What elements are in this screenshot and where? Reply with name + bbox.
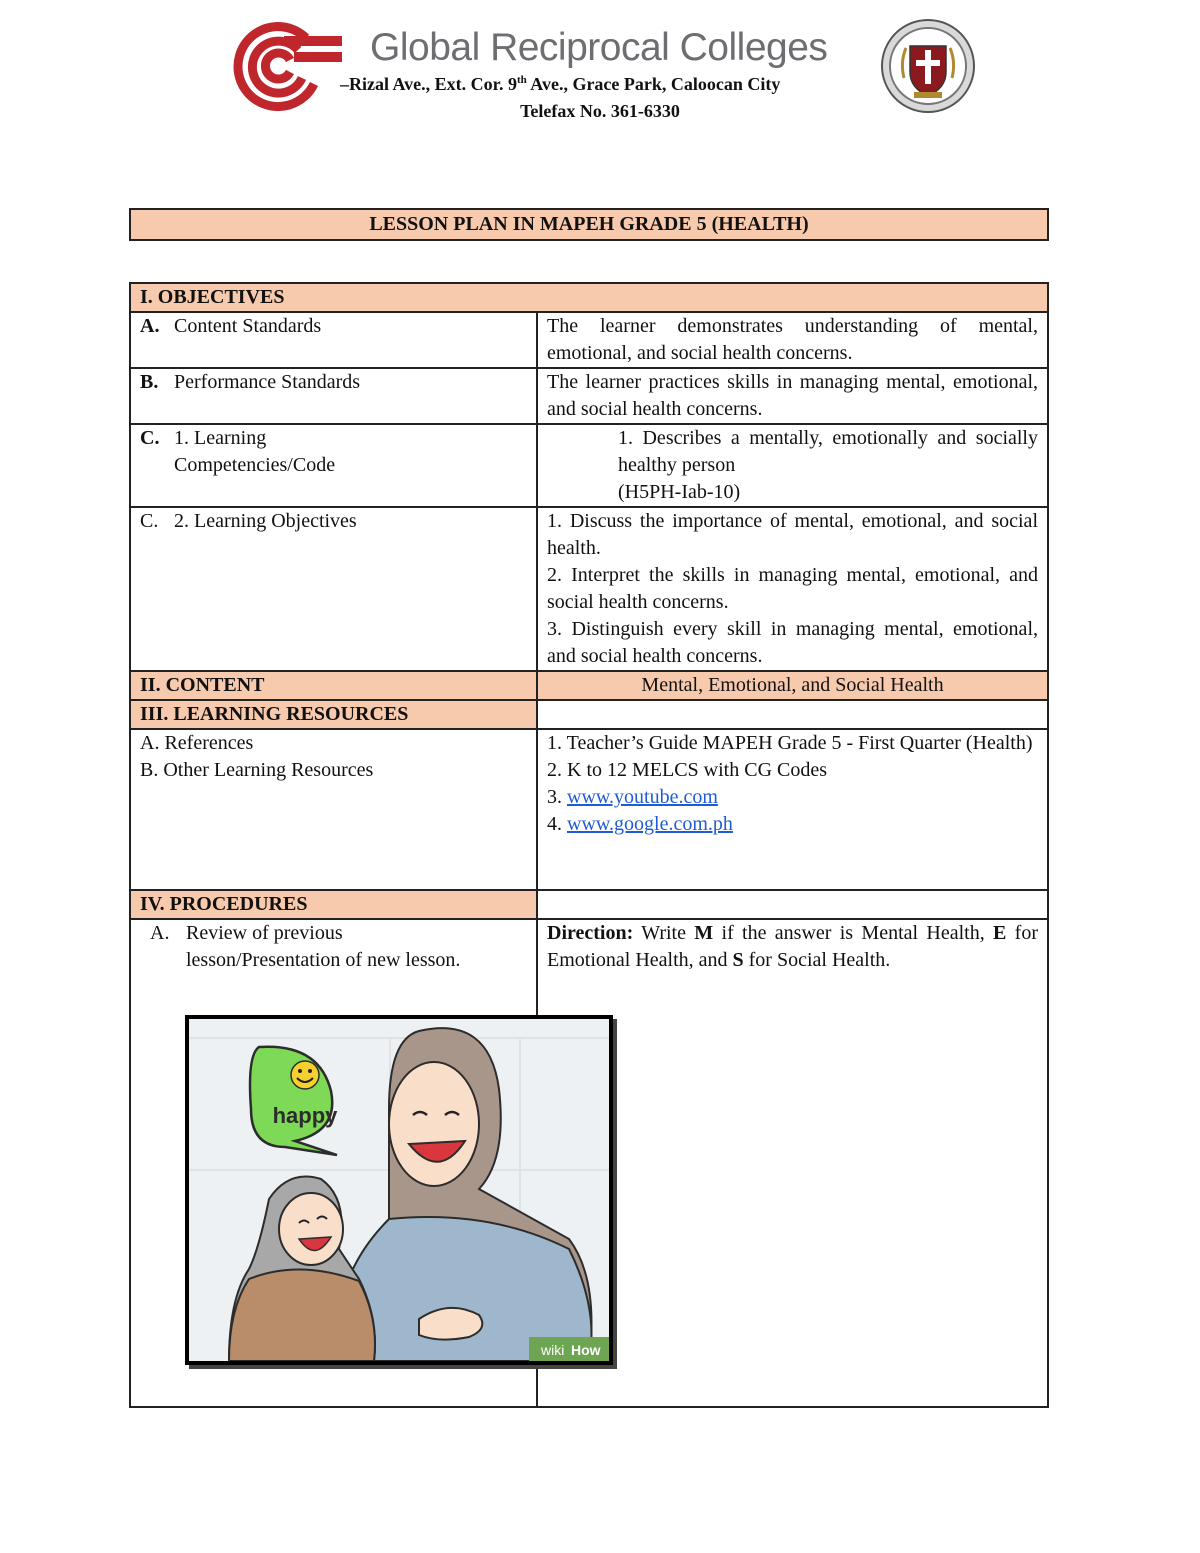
illustration-drawing (189, 1019, 609, 1361)
table-row (130, 424, 1048, 507)
college-name: Global Reciprocal Colleges (370, 26, 828, 69)
resources-heading-row (130, 700, 1048, 729)
objectives-heading: I. OBJECTIVES (130, 283, 1048, 312)
learning-objectives-value (537, 507, 1048, 671)
content-heading: II. CONTENT (130, 671, 537, 700)
procedures-heading: IV. PROCEDURES (130, 890, 537, 919)
watermark-wiki: wiki (541, 1342, 565, 1358)
table-row (130, 312, 1048, 368)
learning-competencies-label: C. 1. Learning Competencies/Code (130, 424, 537, 507)
empty-cell (537, 700, 1048, 729)
performance-standards-label: B. Performance Standards (130, 368, 537, 424)
telefax-number: Telefax No. 361-6330 (520, 101, 680, 121)
happy-mother-child-illustration (185, 1015, 613, 1365)
review-lesson-label: A. Review of previous lesson/Presentation of new lesson. (130, 919, 537, 1407)
procedures-heading-row (130, 890, 1048, 919)
lesson-plan-title: LESSON PLAN IN MAPEH GRADE 5 (HEALTH) (129, 208, 1049, 241)
objectives-heading-row (130, 283, 1048, 312)
resources-heading: III. LEARNING RESOURCES (130, 700, 537, 729)
other-resources-label: B. Other Learning Resources (140, 759, 374, 781)
direction-text: Direction: Write M if the answer is Mental Health, E for Emotional Health, and S for Social Health. (537, 919, 1048, 1407)
content-standards-label: A. Content Standards (130, 312, 537, 368)
objective-item: 1. Discuss the importance of mental, emotional, and social health. (547, 510, 1038, 559)
list-item: 4. www.google.com.ph (547, 813, 733, 835)
objective-item: 2. Interpret the skills in managing mental, emotional, and social health concerns. (547, 564, 1038, 613)
table-row (130, 507, 1048, 671)
performance-standards-value: The learner practices skills in managing mental, emotional, and social health concerns. (537, 368, 1048, 424)
references-label: A. References (140, 732, 254, 754)
content-standards-value: The learner demonstrates understanding of mental, emotional, and social health concerns. (537, 312, 1048, 368)
list-item: 2. K to 12 MELCS with CG Codes (547, 759, 828, 781)
learning-objectives-label: C. 2. Learning Objectives (130, 507, 537, 671)
watermark-how: How (571, 1342, 601, 1358)
bubble-text: happy (272, 1103, 338, 1128)
empty-cell (537, 890, 1048, 919)
table-row (130, 368, 1048, 424)
resources-list (537, 729, 1048, 890)
table-row (130, 729, 1048, 890)
objective-item: 3. Distinguish every skill in managing mental, emotional, and social health concerns. (547, 618, 1038, 667)
college-address: –Rizal Ave., Ext. Cor. 9th Ave., Grace Park, Caloocan City (340, 74, 781, 94)
youtube-link[interactable]: www.youtube.com (567, 786, 718, 808)
college-seal (880, 18, 976, 114)
college-logo (228, 18, 346, 114)
list-item: 1. Teacher’s Guide MAPEH Grade 5 - First Quarter (Health) (547, 732, 1033, 754)
content-value: Mental, Emotional, and Social Health (537, 671, 1048, 700)
google-link[interactable]: www.google.com.ph (567, 813, 733, 835)
list-item: 3. www.youtube.com (547, 786, 718, 808)
resources-labels (130, 729, 537, 890)
learning-competencies-value: 1. Describes a mentally, emotionally and socially healthy person (H5PH-Iab-10) (537, 424, 1048, 507)
content-row (130, 671, 1048, 700)
